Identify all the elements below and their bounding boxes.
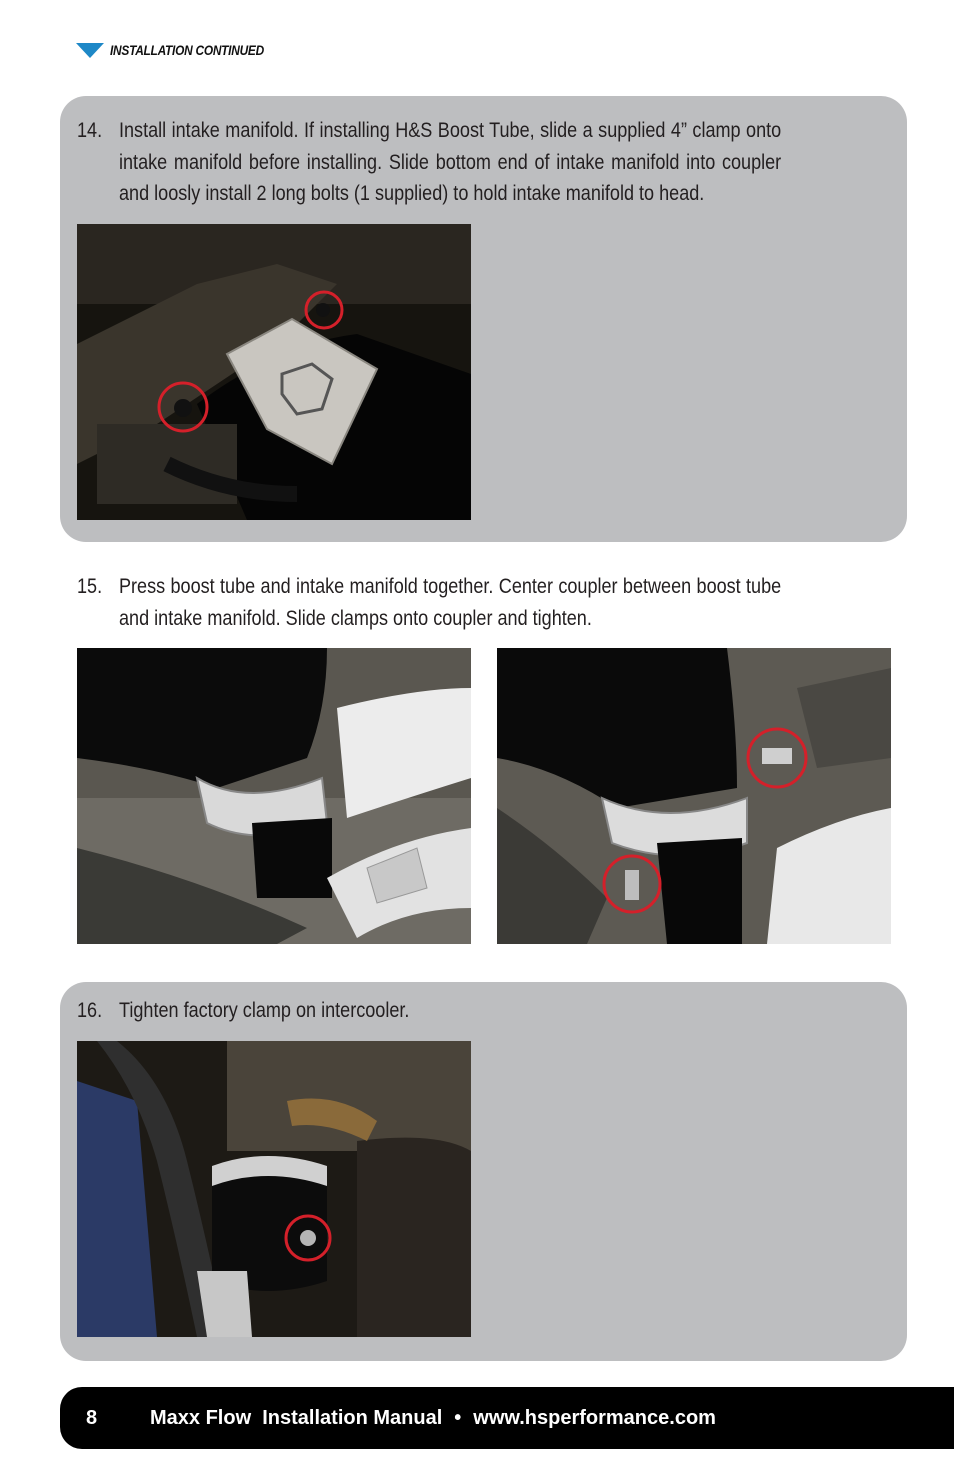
- manual-title: Maxx Flow Installation Manual: [150, 1406, 443, 1429]
- step-14-photo: [77, 224, 471, 520]
- step-15-photo-left: [77, 648, 471, 944]
- section-header: [76, 40, 291, 60]
- section-title: INSTALLATION CONTINUED: [110, 42, 264, 58]
- step-15-photo-right: [497, 648, 891, 944]
- step-text: Install intake manifold. If installing H&S Boost Tube, slide a supplied 4” clamp onto intake manifold before installing. Slide bottom end of intake manifold into coupler and loosly install 2 long bolts (1 supplied) to hold intake manifold to head.: [119, 119, 782, 205]
- page-number: 8: [86, 1406, 98, 1429]
- step-number: 15.: [77, 575, 103, 598]
- step-14: [77, 115, 889, 210]
- step-15: [77, 571, 889, 634]
- step-number: 16.: [77, 999, 103, 1022]
- step-number: 14.: [77, 119, 103, 142]
- step-text: Tighten factory clamp on intercooler.: [119, 999, 410, 1022]
- footer-separator: •: [454, 1406, 462, 1429]
- triangle-down-icon: [76, 43, 104, 58]
- step-16: [77, 995, 889, 1027]
- page-footer: [60, 1387, 954, 1449]
- website-link[interactable]: www.hsperformance.com: [473, 1406, 716, 1429]
- step-16-photo: [77, 1041, 471, 1337]
- step-text: Press boost tube and intake manifold together. Center coupler between boost tube and intake manifold. Slide clamps onto coupler and tighten.: [119, 575, 782, 630]
